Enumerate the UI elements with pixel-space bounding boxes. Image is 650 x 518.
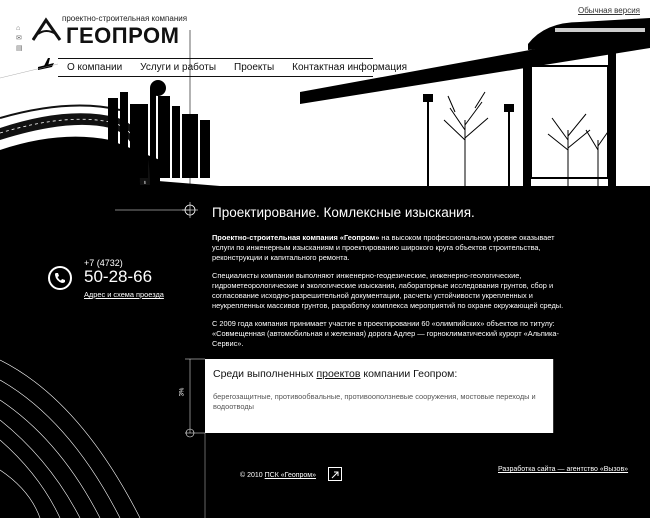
phone-number: 50-28-66 [84, 267, 153, 286]
intro-paragraph [212, 233, 577, 263]
projects-box [205, 359, 553, 433]
company-name: Проектно-строительная компания «Геопром» [212, 233, 380, 242]
projects-list: берегозащитные, противообвальные, противооползневые сооружения, мостовые переходы и водоотводы [213, 392, 536, 411]
decorative-lines [0, 360, 140, 518]
classic-version-link[interactable]: Обычная версия [577, 6, 640, 15]
olympic-paragraph: С 2009 года компания принимает участие в проектировании 60 «олимпийских» объектов по титулу: «Совмещенная (автомобильная и железная) дорога Адлер — горноклиматический курорт «Альпика-Сервис». [212, 319, 559, 348]
projects-title-prefix: Среди выполненных [213, 368, 317, 380]
phone-icon [48, 266, 72, 290]
arrow-icon[interactable] [328, 467, 342, 481]
services-paragraph: Специалисты компании выполняют инженерно-геодезические, инженерно-геологические, гидрометеорологические и экологические изыскания, лабораторные исследования грунтов, сбор и согласование исходно-разрешительной документации, расчеты устойчивости укрепленных и неукрепленных массивов грунтов, разработку комплекса мероприятий по охране окружающей среды. [212, 271, 564, 310]
nav-item-services[interactable]: Услуги и работы [140, 62, 217, 73]
mail-icon[interactable]: ✉ [16, 35, 22, 42]
intro-text: на высоком профессиональном уровне оказывает услуги по инженерным изысканиям и проектированию широкого круга объектов строительства, реконструкции и капитального ремонта. [212, 233, 555, 262]
nav-item-projects[interactable]: Проекты [234, 62, 275, 73]
home-icon[interactable]: ⌂ [16, 25, 21, 32]
developer-link[interactable]: Разработка сайта — агентство «Вызов» [498, 466, 629, 473]
nav-item-about[interactable]: О компании [67, 62, 123, 73]
sitemap-icon[interactable]: ▤ [16, 45, 23, 52]
phone-code: +7 (4732) [84, 258, 123, 268]
footer-copyright [240, 472, 316, 479]
logo-tagline: проектно-строительная компания [62, 14, 188, 23]
projects-link[interactable]: проектов [316, 368, 361, 380]
main-nav [58, 58, 408, 77]
street-lamp-icon [423, 94, 514, 186]
nav-item-contacts[interactable]: Контактная информация [292, 62, 408, 73]
logo-icon [32, 16, 62, 42]
main-content [212, 205, 577, 357]
address-link[interactable]: Адрес и схема проезда [84, 290, 164, 299]
dimension-label: 3% [179, 387, 186, 397]
company-link[interactable]: ПСК «Геопром» [264, 472, 317, 479]
logo-name: ГЕОПРОМ [66, 23, 180, 48]
projects-title-suffix: компании Геопром: [360, 368, 458, 380]
projects-title [213, 368, 457, 380]
copyright-text: © 2010 [240, 472, 265, 479]
side-icons [16, 24, 23, 54]
factory-icon [108, 80, 210, 178]
page-title: Проектирование. Комлексные изыскания. [212, 205, 475, 220]
